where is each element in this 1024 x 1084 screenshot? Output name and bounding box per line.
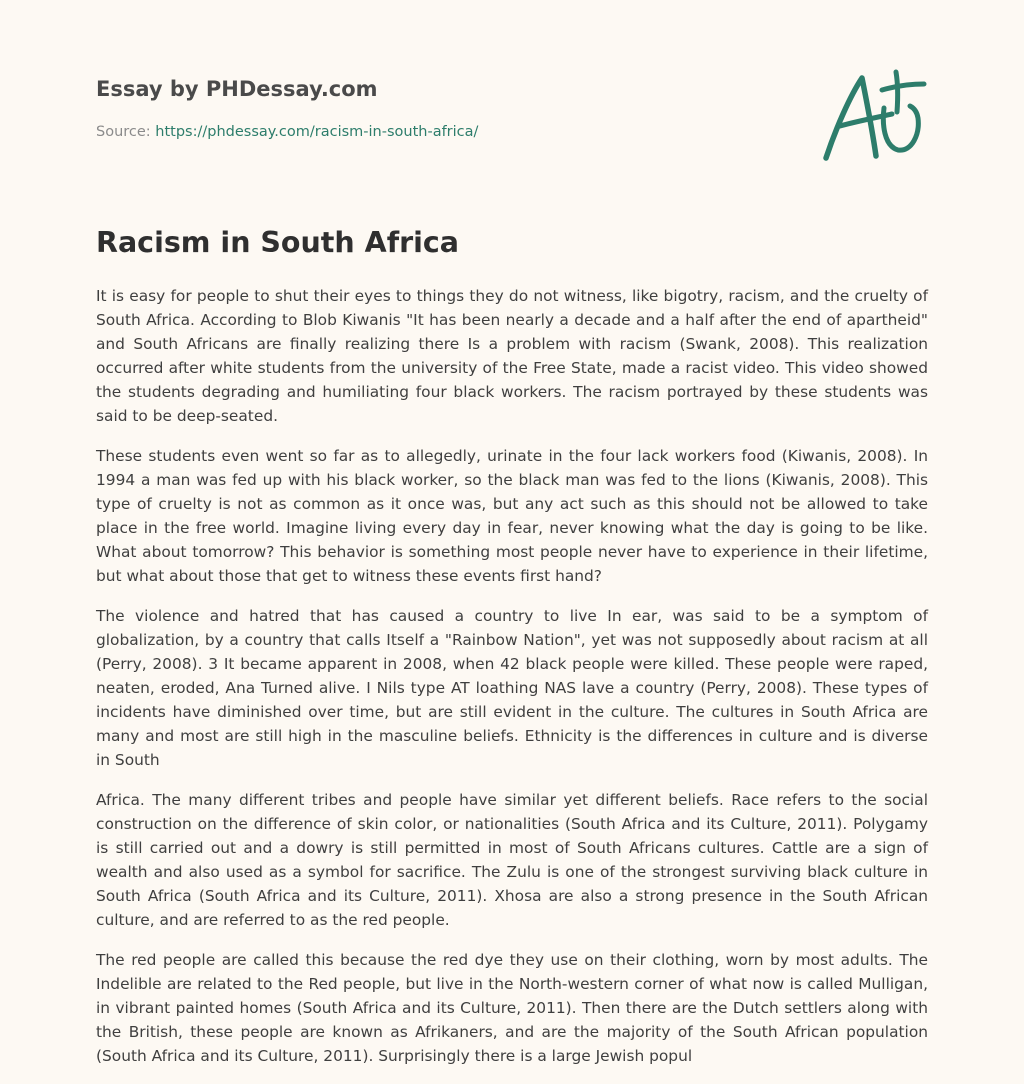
site-brand: Essay by PHDessay.com (96, 77, 378, 101)
article-title: Racism in South Africa (96, 226, 460, 259)
source-label: Source: (96, 124, 151, 140)
article-paragraph: These students even went so far as to allegedly, urinate in the four lack workers food (Kiwanis, 2008). In 1994 a man was fed up with his black worker, so the black man was fed to the lions (Kiwanis, 2008). This type of cruelty is not as common as it once was, but any act such as this should not be allowed to take place in the free world. Imagine living every day in fear, never knowing what the day is going to be like. What about tomorrow? This behavior is something most people never have to experience in their lifetime, but what about those that get to witness these events first hand? (96, 447, 928, 585)
source-link[interactable]: https://phdessay.com/racism-in-south-africa/ (155, 124, 479, 140)
article-paragraph: Africa. The many different tribes and people have similar yet different beliefs. Race refers to the social construction on the difference of skin color, or nationalities (South Africa and its Culture, 2011). Polygamy is still carried out and a dowry is still permitted in most of South Africans cultures. Cattle are a sign of wealth and also used as a symbol for sacrifice. The Zulu is one of the strongest surviving black culture in South Africa (South Africa and its Culture, 2011). Xhosa are also a strong presence in the South African culture, and are referred to as the red people. (96, 791, 928, 929)
page-header (96, 0, 928, 190)
article-body (96, 284, 928, 1084)
article-paragraph: The violence and hatred that has caused a country to live In ear, was said to be a symptom of globalization, by a country that calls Itself a "Rainbow Nation", yet was not supposedly about racism at all (Perry, 2008). 3 It became apparent in 2008, when 42 black people were killed. These people were raped, neaten, eroded, Ana Turned alive. I Nils type AT loathing NAS lave a country (Perry, 2008). These types of incidents have diminished over time, but are still evident in the culture. The cultures in South Africa are many and most are still high in the masculine beliefs. Ethnicity is the differences in culture and is diverse in South (96, 607, 928, 769)
source-line (96, 124, 478, 140)
a-plus-logo-icon (822, 68, 928, 164)
article-paragraph: It is easy for people to shut their eyes to things they do not witness, like bigotry, racism, and the cruelty of South Africa. According to Blob Kiwanis "It has been nearly a decade and a half after the end of apartheid" and South Africans are finally realizing there Is a problem with racism (Swank, 2008). This realization occurred after white students from the university of the Free State, made a racist video. This video showed the students degrading and humiliating four black workers. The racism portrayed by these students was said to be deep-seated. (96, 287, 928, 425)
article-paragraph: The red people are called this because the red dye they use on their clothing, worn by most adults. The Indelible are related to the Red people, but live in the North-western corner of what now is called Mulligan, in vibrant painted homes (South Africa and its Culture, 2011). Then there are the Dutch settlers along with the British, these people are known as Afrikaners, and are the majority of the South African population (South Africa and its Culture, 2011). Surprisingly there is a large Jewish popul (96, 951, 928, 1065)
